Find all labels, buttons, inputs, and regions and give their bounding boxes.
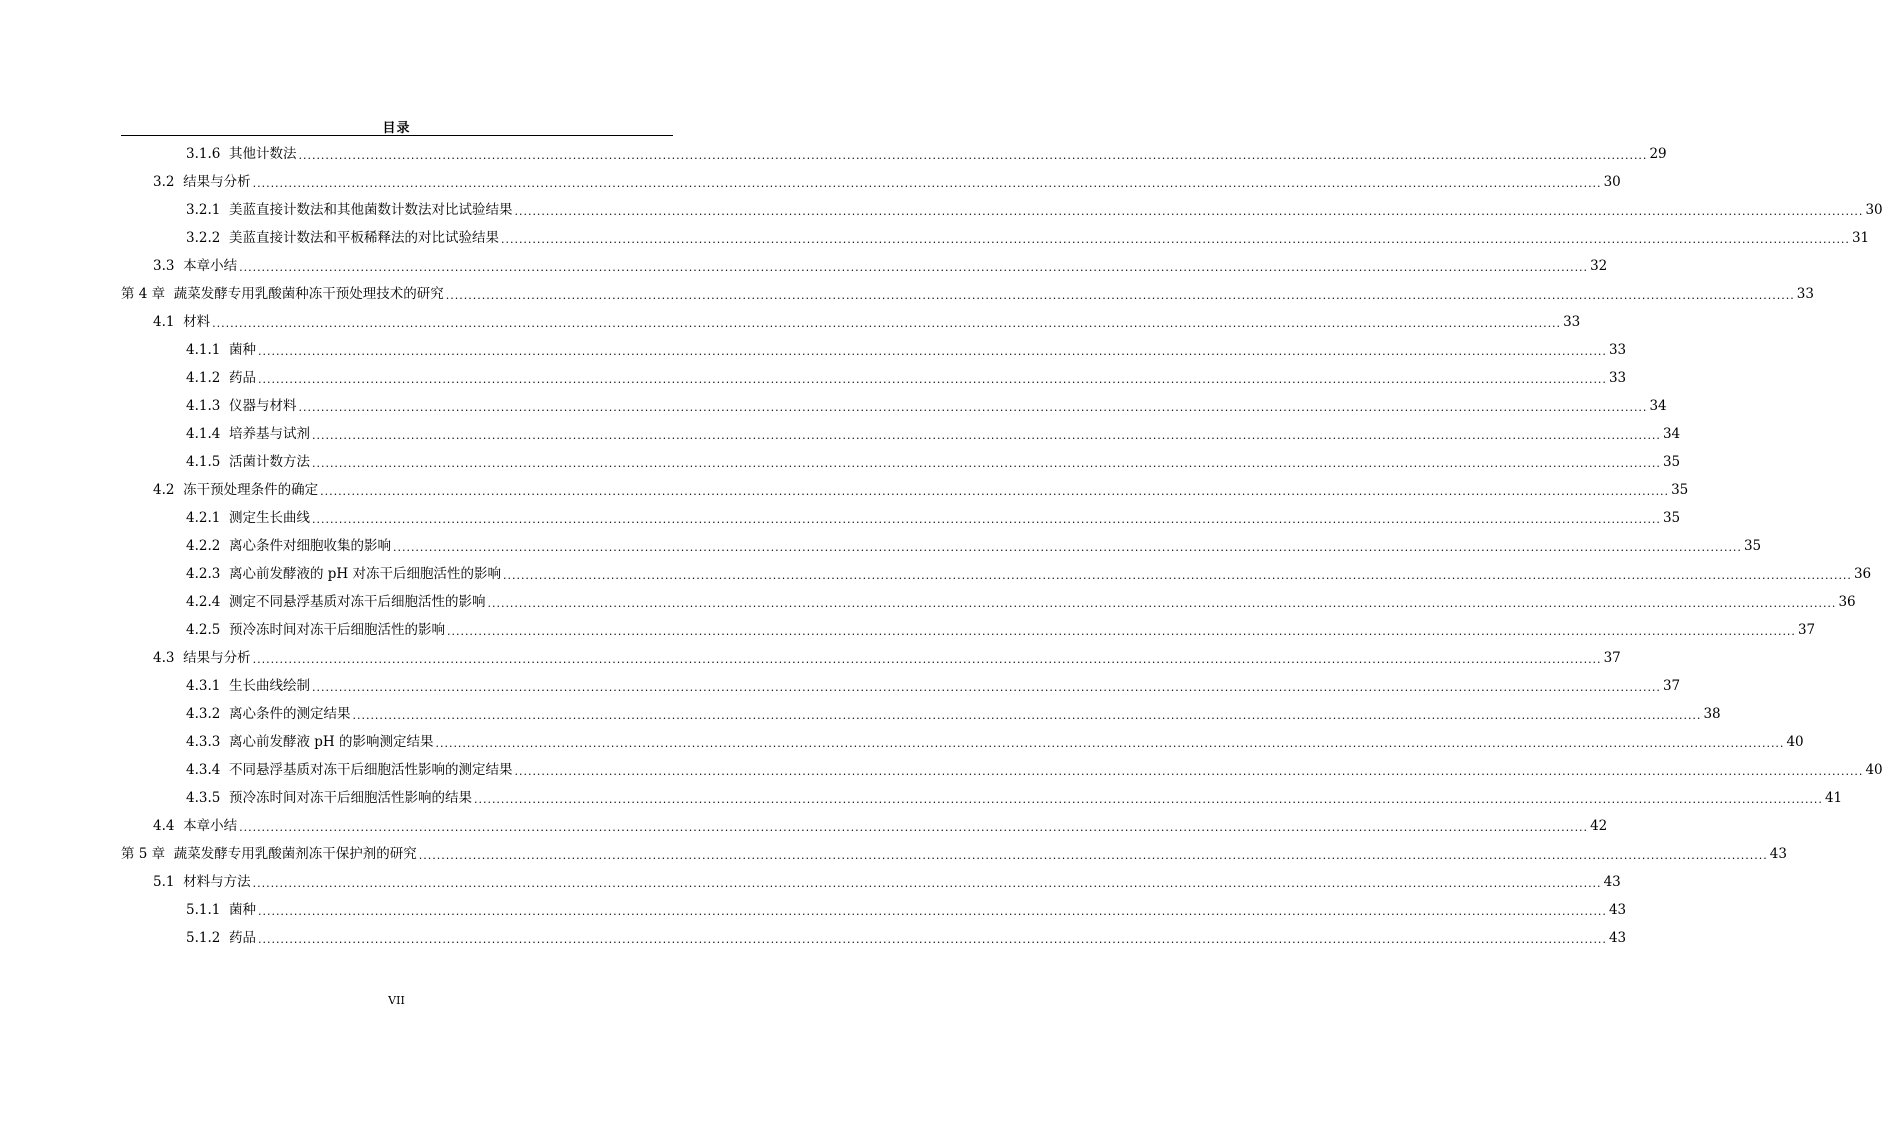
toc-entry[interactable] — [0, 252, 1608, 280]
toc-entry-title: 本章小结 — [183, 258, 238, 274]
toc-entry[interactable] — [0, 728, 1804, 756]
toc-entry-page: 42 — [1590, 818, 1608, 834]
toc-entry[interactable] — [0, 224, 1870, 252]
toc-entry-number: 3.2.2 — [186, 230, 221, 246]
toc-entry-number: 4.3.1 — [186, 678, 221, 694]
toc-entry-title: 离心条件的测定结果 — [228, 706, 351, 722]
toc-entry-page: 43 — [1608, 930, 1627, 946]
page-number: VII — [388, 994, 405, 1007]
toc-entry[interactable] — [0, 812, 1608, 840]
toc-entry-number: 5.1.1 — [186, 902, 221, 918]
toc-entry-title: 仪器与材料 — [228, 398, 297, 414]
toc-entry-number: 3.1.6 — [186, 146, 221, 162]
page-header-title: 目录 — [382, 121, 411, 136]
toc-entry-number: 4.3.2 — [186, 706, 221, 722]
toc-dot-leader: ............................................................................................................................................................................................................................................................................................................ — [311, 429, 1661, 442]
toc-entry-number: 5.1.2 — [186, 930, 221, 946]
toc-dot-leader: ............................................................................................................................................................................................................................................................................................................ — [252, 653, 1602, 666]
toc-entry-number: 4.2.2 — [186, 538, 221, 554]
toc-entry-title: 培养基与试剂 — [228, 426, 310, 442]
toc-dot-leader: ............................................................................................................................................................................................................................................................................................................ — [473, 793, 1823, 806]
toc-entry-title: 活菌计数方法 — [228, 454, 310, 470]
toc-entry-page: 38 — [1703, 706, 1721, 722]
toc-entry-title: 测定不同悬浮基质对冻干后细胞活性的影响 — [228, 594, 486, 610]
toc-entry-page: 33 — [1608, 370, 1627, 386]
toc-dot-leader: ............................................................................................................................................................................................................................................................................................................ — [320, 485, 1670, 498]
toc-entry-number: 4.1.1 — [186, 342, 221, 358]
toc-entry-page: 35 — [1662, 454, 1681, 470]
toc-entry-number: 4.3.5 — [186, 790, 221, 806]
toc-entry[interactable] — [0, 616, 1816, 644]
toc-entry-title: 冻干预处理条件的确定 — [183, 482, 319, 498]
toc-entry-page: 34 — [1649, 398, 1667, 414]
toc-entry[interactable] — [0, 140, 1667, 168]
toc-entry-page: 30 — [1865, 202, 1883, 218]
toc-entry-title: 菌种 — [228, 342, 256, 358]
toc-entry-page: 43 — [1608, 902, 1627, 918]
toc-entry[interactable] — [0, 392, 1667, 420]
toc-dot-leader: ............................................................................................................................................................................................................................................................................................................ — [239, 261, 1589, 274]
toc-entry-number: 4.1.5 — [186, 454, 221, 470]
toc-entry[interactable] — [0, 168, 1621, 196]
toc-entry-title: 预冷冻时间对冻干后细胞活性的影响 — [228, 622, 445, 638]
toc-entry-number: 5.1 — [153, 874, 175, 890]
toc-dot-leader: ............................................................................................................................................................................................................................................................................................................ — [446, 625, 1796, 638]
toc-entry-number: 4.2.4 — [186, 594, 221, 610]
toc-entry-number: 4.2.1 — [186, 510, 221, 526]
toc-entry-number: 4.1.4 — [186, 426, 221, 442]
toc-dot-leader: ............................................................................................................................................................................................................................................................................................................ — [212, 317, 1562, 330]
toc-dot-leader: ............................................................................................................................................................................................................................................................................................................ — [257, 373, 1607, 386]
toc-dot-leader: ............................................................................................................................................................................................................................................................................................................ — [239, 821, 1589, 834]
toc-entry[interactable] — [0, 420, 1681, 448]
toc-entry-number: 4.1 — [153, 314, 175, 330]
toc-entry-title: 离心条件对细胞收集的影响 — [228, 538, 391, 554]
toc-dot-leader: ............................................................................................................................................................................................................................................................................................................ — [252, 177, 1602, 190]
toc-entry[interactable] — [0, 672, 1681, 700]
toc-dot-leader: ............................................................................................................................................................................................................................................................................................................ — [257, 933, 1607, 946]
toc-entry-title: 蔬菜发酵专用乳酸菌种冻干预处理技术的研究 — [173, 286, 444, 302]
toc-entry-page: 37 — [1662, 678, 1681, 694]
toc-dot-leader: ............................................................................................................................................................................................................................................................................................................ — [311, 513, 1661, 526]
toc-entry-title: 药品 — [228, 370, 256, 386]
toc-entry-title: 离心前发酵液的 pH 对冻干后细胞活性的影响 — [228, 566, 501, 582]
toc-entry-page: 33 — [1796, 286, 1814, 302]
toc-entry-number: 第 4 章 — [121, 286, 166, 302]
toc-entry[interactable] — [0, 364, 1627, 392]
toc-entry-number: 4.1.3 — [186, 398, 221, 414]
toc-entry-title: 结果与分析 — [183, 174, 251, 190]
toc-entry-page: 36 — [1853, 566, 1872, 582]
toc-dot-leader: ............................................................................................................................................................................................................................................................................................................ — [514, 765, 1864, 778]
toc-entry[interactable] — [0, 840, 1787, 868]
toc-dot-leader: ............................................................................................................................................................................................................................................................................................................ — [514, 205, 1864, 218]
toc-entry-page: 32 — [1590, 258, 1608, 274]
toc-entry-page: 34 — [1662, 426, 1681, 442]
toc-entry-number: 4.1.2 — [186, 370, 221, 386]
toc-entry-number: 4.2.5 — [186, 622, 221, 638]
toc-dot-leader: ............................................................................................................................................................................................................................................................................................................ — [352, 709, 1702, 722]
toc-entry-title: 本章小结 — [183, 818, 238, 834]
toc-entry[interactable] — [0, 532, 1762, 560]
toc-dot-leader: ............................................................................................................................................................................................................................................................................................................ — [298, 401, 1648, 414]
toc-dot-leader: ............................................................................................................................................................................................................................................................................................................ — [500, 233, 1850, 246]
toc-entry-number: 4.3 — [153, 650, 175, 666]
toc-entry-title: 蔬菜发酵专用乳酸菌剂冻干保护剂的研究 — [173, 846, 417, 862]
toc-entry[interactable] — [0, 784, 1843, 812]
toc-entry-page: 41 — [1824, 790, 1843, 806]
toc-entry-title: 结果与分析 — [183, 650, 251, 666]
toc-entry-title: 美蓝直接计数法和其他菌数计数法对比试验结果 — [228, 202, 513, 218]
toc-entry-title: 离心前发酵液 pH 的影响测定结果 — [228, 734, 434, 750]
toc-entry-page: 29 — [1649, 146, 1667, 162]
toc-entry[interactable] — [0, 560, 1872, 588]
toc-entry[interactable] — [0, 896, 1627, 924]
toc-entry-title: 预冷冻时间对冻干后细胞活性影响的结果 — [228, 790, 472, 806]
toc-entry[interactable] — [0, 924, 1627, 952]
toc-entry-number: 4.3.4 — [186, 762, 221, 778]
toc-entry-page: 40 — [1865, 762, 1883, 778]
toc-entry-page: 33 — [1608, 342, 1627, 358]
toc-entry[interactable] — [0, 868, 1621, 896]
toc-entry-number: 第 5 章 — [121, 846, 166, 862]
header-rule — [121, 135, 673, 136]
toc-entry-page: 37 — [1603, 650, 1621, 666]
toc-entry-page: 35 — [1671, 482, 1689, 498]
toc-entry-page: 30 — [1603, 174, 1621, 190]
toc-entry-number: 4.2.3 — [186, 566, 221, 582]
toc-dot-leader: ............................................................................................................................................................................................................................................................................................................ — [257, 905, 1607, 918]
toc-entry-page: 31 — [1851, 230, 1870, 246]
toc-dot-leader: ............................................................................................................................................................................................................................................................................................................ — [445, 289, 1795, 302]
toc-entry[interactable] — [0, 756, 1883, 784]
toc-entry[interactable] — [0, 448, 1681, 476]
toc-entry-page: 43 — [1769, 846, 1787, 862]
toc-entry-number: 4.3.3 — [186, 734, 221, 750]
toc-dot-leader: ............................................................................................................................................................................................................................................................................................................ — [487, 597, 1837, 610]
toc-entry-page: 35 — [1662, 510, 1681, 526]
toc-entry[interactable] — [0, 644, 1621, 672]
toc-entry[interactable] — [0, 700, 1721, 728]
toc-dot-leader: ............................................................................................................................................................................................................................................................................................................ — [252, 877, 1602, 890]
toc-dot-leader: ............................................................................................................................................................................................................................................................................................................ — [435, 737, 1785, 750]
toc-entry-page: 36 — [1838, 594, 1856, 610]
toc-entry-title: 美蓝直接计数法和平板稀释法的对比试验结果 — [228, 230, 499, 246]
toc-entry-title: 材料与方法 — [183, 874, 251, 890]
toc-entry[interactable] — [0, 504, 1681, 532]
toc-dot-leader: ............................................................................................................................................................................................................................................................................................................ — [392, 541, 1742, 554]
toc-entry[interactable] — [0, 476, 1689, 504]
toc-entry[interactable] — [0, 280, 1814, 308]
toc-entry-number: 3.3 — [153, 258, 175, 274]
toc-entry-title: 菌种 — [228, 902, 256, 918]
toc-dot-leader: ............................................................................................................................................................................................................................................................................................................ — [311, 457, 1661, 470]
toc-entry-title: 不同悬浮基质对冻干后细胞活性影响的测定结果 — [228, 762, 513, 778]
toc-entry-number: 4.4 — [153, 818, 175, 834]
toc-entry-title: 生长曲线绘制 — [228, 678, 310, 694]
toc-entry[interactable] — [0, 588, 1856, 616]
toc-entry-title: 测定生长曲线 — [228, 510, 310, 526]
toc-dot-leader: ............................................................................................................................................................................................................................................................................................................ — [418, 849, 1768, 862]
toc-entry-title: 药品 — [228, 930, 256, 946]
toc-entry[interactable] — [0, 308, 1581, 336]
toc-dot-leader: ............................................................................................................................................................................................................................................................................................................ — [502, 569, 1852, 582]
toc-entry-number: 3.2.1 — [186, 202, 221, 218]
toc-entry-title: 其他计数法 — [228, 146, 297, 162]
toc-dot-leader: ............................................................................................................................................................................................................................................................................................................ — [311, 681, 1661, 694]
toc-entry-number: 4.2 — [153, 482, 175, 498]
toc-dot-leader: ............................................................................................................................................................................................................................................................................................................ — [298, 149, 1648, 162]
toc-entry[interactable] — [0, 336, 1627, 364]
toc-entry-page: 40 — [1786, 734, 1804, 750]
toc-entry-page: 43 — [1603, 874, 1621, 890]
toc-dot-leader: ............................................................................................................................................................................................................................................................................................................ — [257, 345, 1607, 358]
toc-entry-page: 35 — [1743, 538, 1762, 554]
toc-entry-page: 37 — [1797, 622, 1816, 638]
toc-entry-title: 材料 — [183, 314, 211, 330]
toc-entry-page: 33 — [1563, 314, 1581, 330]
toc-entry[interactable] — [0, 196, 1883, 224]
toc-entry-number: 3.2 — [153, 174, 175, 190]
